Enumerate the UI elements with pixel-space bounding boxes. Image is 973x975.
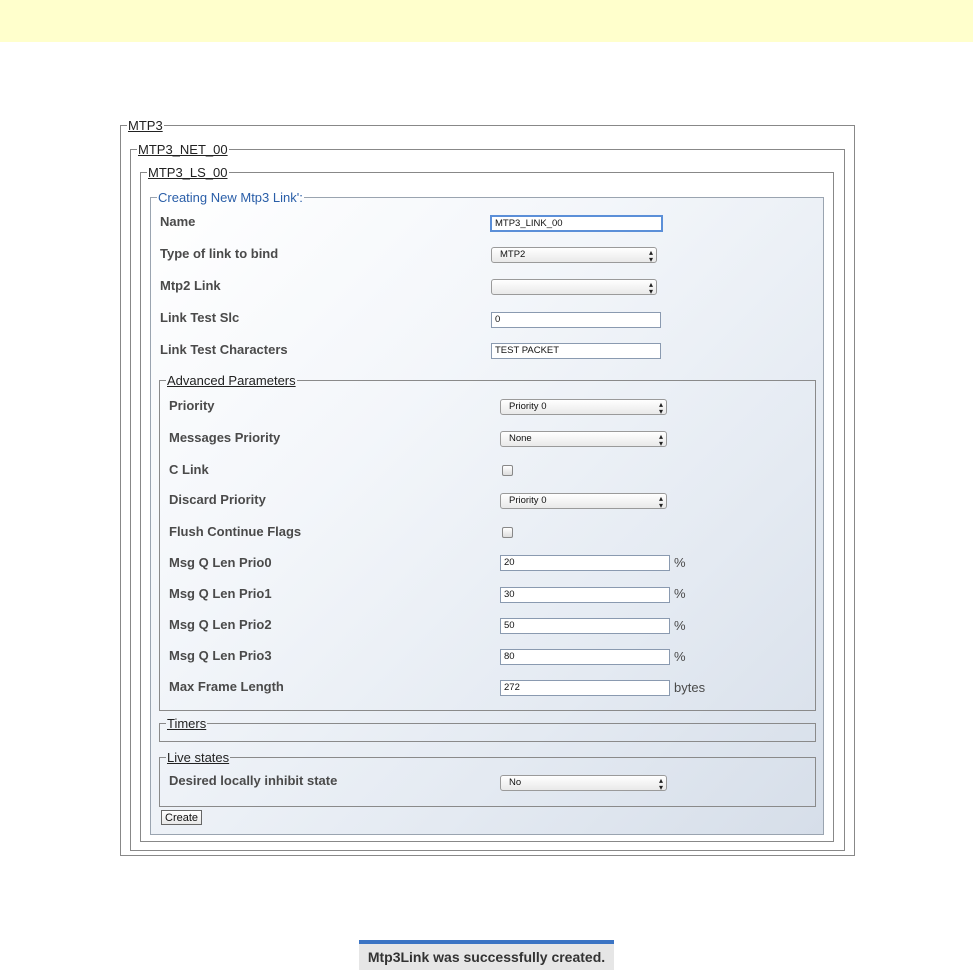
msg-q-len-prio2-label: Msg Q Len Prio2: [169, 617, 272, 632]
select-arrows-icon: ▴ ▾: [648, 280, 653, 295]
type-of-link-value: MTP2: [500, 249, 526, 260]
advanced-parameters-legend[interactable]: Advanced Parameters: [167, 373, 296, 388]
name-label: Name: [160, 214, 196, 229]
discard-priority-select[interactable]: [500, 493, 667, 509]
type-of-link-label: Type of link to bind: [160, 246, 279, 261]
type-of-link-select[interactable]: [491, 247, 657, 263]
mtp2-link-label: Mtp2 Link: [160, 278, 221, 293]
header-band: [0, 0, 973, 42]
messages-priority-label: Messages Priority: [169, 430, 281, 445]
prio2-unit: %: [674, 618, 686, 633]
timers-legend[interactable]: Timers: [167, 716, 207, 731]
select-arrows-icon: ▴ ▾: [658, 494, 663, 509]
link-test-slc-input[interactable]: 0: [491, 312, 661, 328]
msg-q-len-prio2-input[interactable]: 50: [500, 618, 670, 634]
link-test-characters-input[interactable]: TEST PACKET: [491, 343, 661, 359]
max-frame-unit: bytes: [674, 680, 706, 695]
desired-inhibit-state-label: Desired locally inhibit state: [169, 773, 338, 788]
msg-q-len-prio1-input[interactable]: 30: [500, 587, 670, 603]
select-arrows-icon: ▴ ▾: [658, 400, 663, 415]
prio1-unit: %: [674, 586, 686, 601]
prio3-unit: %: [674, 649, 686, 664]
discard-priority-label: Discard Priority: [169, 492, 266, 507]
link-test-characters-label: Link Test Characters: [160, 342, 288, 357]
desired-inhibit-state-select[interactable]: [500, 775, 667, 791]
select-arrows-icon: ▴ ▾: [658, 432, 663, 447]
priority-label: Priority: [169, 398, 215, 413]
messages-priority-select[interactable]: [500, 431, 667, 447]
c-link-checkbox[interactable]: [502, 465, 513, 476]
fieldset-mtp3-legend: MTP3: [128, 118, 163, 133]
msg-q-len-prio1-label: Msg Q Len Prio1: [169, 586, 272, 601]
max-frame-length-input[interactable]: 272: [500, 680, 670, 696]
fieldset-timers: [159, 716, 816, 742]
priority-value: Priority 0: [509, 401, 547, 412]
flush-continue-flags-label: Flush Continue Flags: [169, 524, 302, 539]
fieldset-ls-legend: MTP3_LS_00: [148, 165, 228, 180]
success-message: Mtp3Link was successfully created.: [359, 940, 614, 970]
msg-q-len-prio0-label: Msg Q Len Prio0: [169, 555, 272, 570]
prio0-unit: %: [674, 555, 686, 570]
fieldset-creating-legend: Creating New Mtp3 Link':: [158, 190, 303, 205]
messages-priority-value: None: [509, 433, 532, 444]
msg-q-len-prio0-input[interactable]: 20: [500, 555, 670, 571]
c-link-label: C Link: [169, 462, 209, 477]
select-arrows-icon: ▴ ▾: [658, 776, 663, 791]
select-arrows-icon: ▴ ▾: [648, 248, 653, 263]
fieldset-net-legend: MTP3_NET_00: [138, 142, 228, 157]
name-input[interactable]: MTP3_LINK_00: [490, 215, 663, 232]
link-test-slc-label: Link Test Slc: [160, 310, 240, 325]
live-states-legend[interactable]: Live states: [167, 750, 230, 765]
priority-select[interactable]: [500, 399, 667, 415]
create-button[interactable]: Create: [161, 810, 202, 825]
msg-q-len-prio3-label: Msg Q Len Prio3: [169, 648, 272, 663]
discard-priority-value: Priority 0: [509, 495, 547, 506]
flush-continue-flags-checkbox[interactable]: [502, 527, 513, 538]
max-frame-length-label: Max Frame Length: [169, 679, 284, 694]
mtp2-link-select[interactable]: [491, 279, 657, 295]
desired-inhibit-state-value: No: [509, 777, 522, 788]
msg-q-len-prio3-input[interactable]: 80: [500, 649, 670, 665]
